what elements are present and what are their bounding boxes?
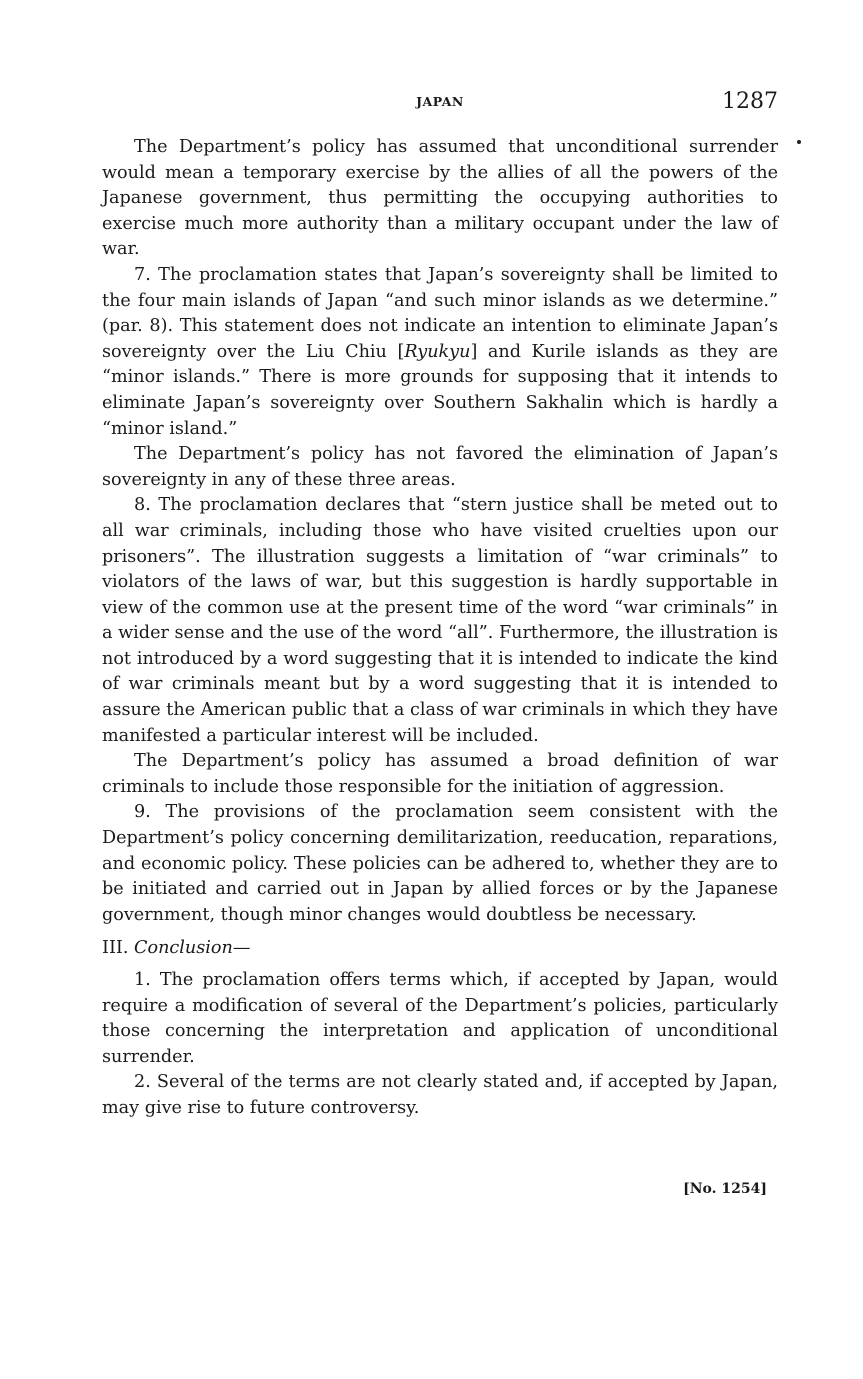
paragraph-9-provisions: 9. The provisions of the proclamation seem consistent with the Department’s policy concerning demilitarization, reeducation, reparations, and economic policy. These policies can be adhered to, whether they are to be initiated and carried out in Japan by allied forces or by the Japanese government, though minor changes would doubtless be necessary. — [102, 802, 778, 925]
paragraph-7-sovereignty: 7. The proclamation states that Japan’s sovereignty shall be limited to the four main islands of Japan “and such minor islands as we determine.” (par. 8). This statement does not indicate an intention to eliminate Japan’s sovereignty over the Liu Chiu [Ryukyu] and Kurile islands as they are “minor islands.” There is more grounds for supposing that it intends to eliminate Japan’s sovereignty over Southern Sakhalin which is hardly a “minor island.” — [102, 264, 778, 439]
page-header — [100, 89, 780, 119]
section-numeral: III. — [102, 938, 129, 959]
conclusion-paragraph-2: 2. Several of the terms are not clearly stated and, if accepted by Japan, may give rise to future controversy. — [102, 1072, 778, 1118]
document-reference: [No. 1254] — [683, 1181, 767, 1197]
stray-mark — [797, 140, 801, 144]
conclusion-paragraph-1: 1. The proclamation offers terms which, if accepted by Japan, would require a modification of several of the Department’s policies, particularly those concerning the interpretation and application of unconditional surrender. — [102, 970, 778, 1067]
running-head: JAPAN — [416, 94, 464, 109]
paragraph-8-war-criminals: 8. The proclamation declares that “stern justice shall be meted out to all war criminals, including those who have visited cruelties upon our prisoners”. The illustration suggests a limitation of “war criminals” to violators of the laws of war, but this suggestion is hardly supportable in view of the common use at the present time of the word “war criminals” in a wider sense and the use of the word “all”. Furthermore, the illustration is not introduced by a word suggesting that it is intended to indicate the kind of war criminals meant but by a word suggesting that it is intended to assure the American public that a class of war criminals in which they have manifested a particular interest will be included. — [102, 495, 778, 746]
page-number: 1287 — [722, 89, 778, 114]
paragraph-policy-surrender: The Department’s policy has assumed that unconditional surrender would mean a temporary exercise by the allies of all the powers of the Japanese government, thus permitting the occupying authorities to exercise much more authority than a military occupant under the law of war. — [102, 137, 778, 260]
section-title: Conclusion— — [134, 938, 251, 959]
paragraph-policy-war-criminals: The Department’s policy has assumed a broad definition of war criminals to include those responsible for the initiation of aggression. — [102, 751, 778, 797]
section-heading — [102, 936, 778, 962]
paragraph-policy-sovereignty: The Department’s policy has not favored the elimination of Japan’s sovereignty in any of these three areas. — [102, 444, 778, 490]
body-text — [102, 135, 778, 1122]
